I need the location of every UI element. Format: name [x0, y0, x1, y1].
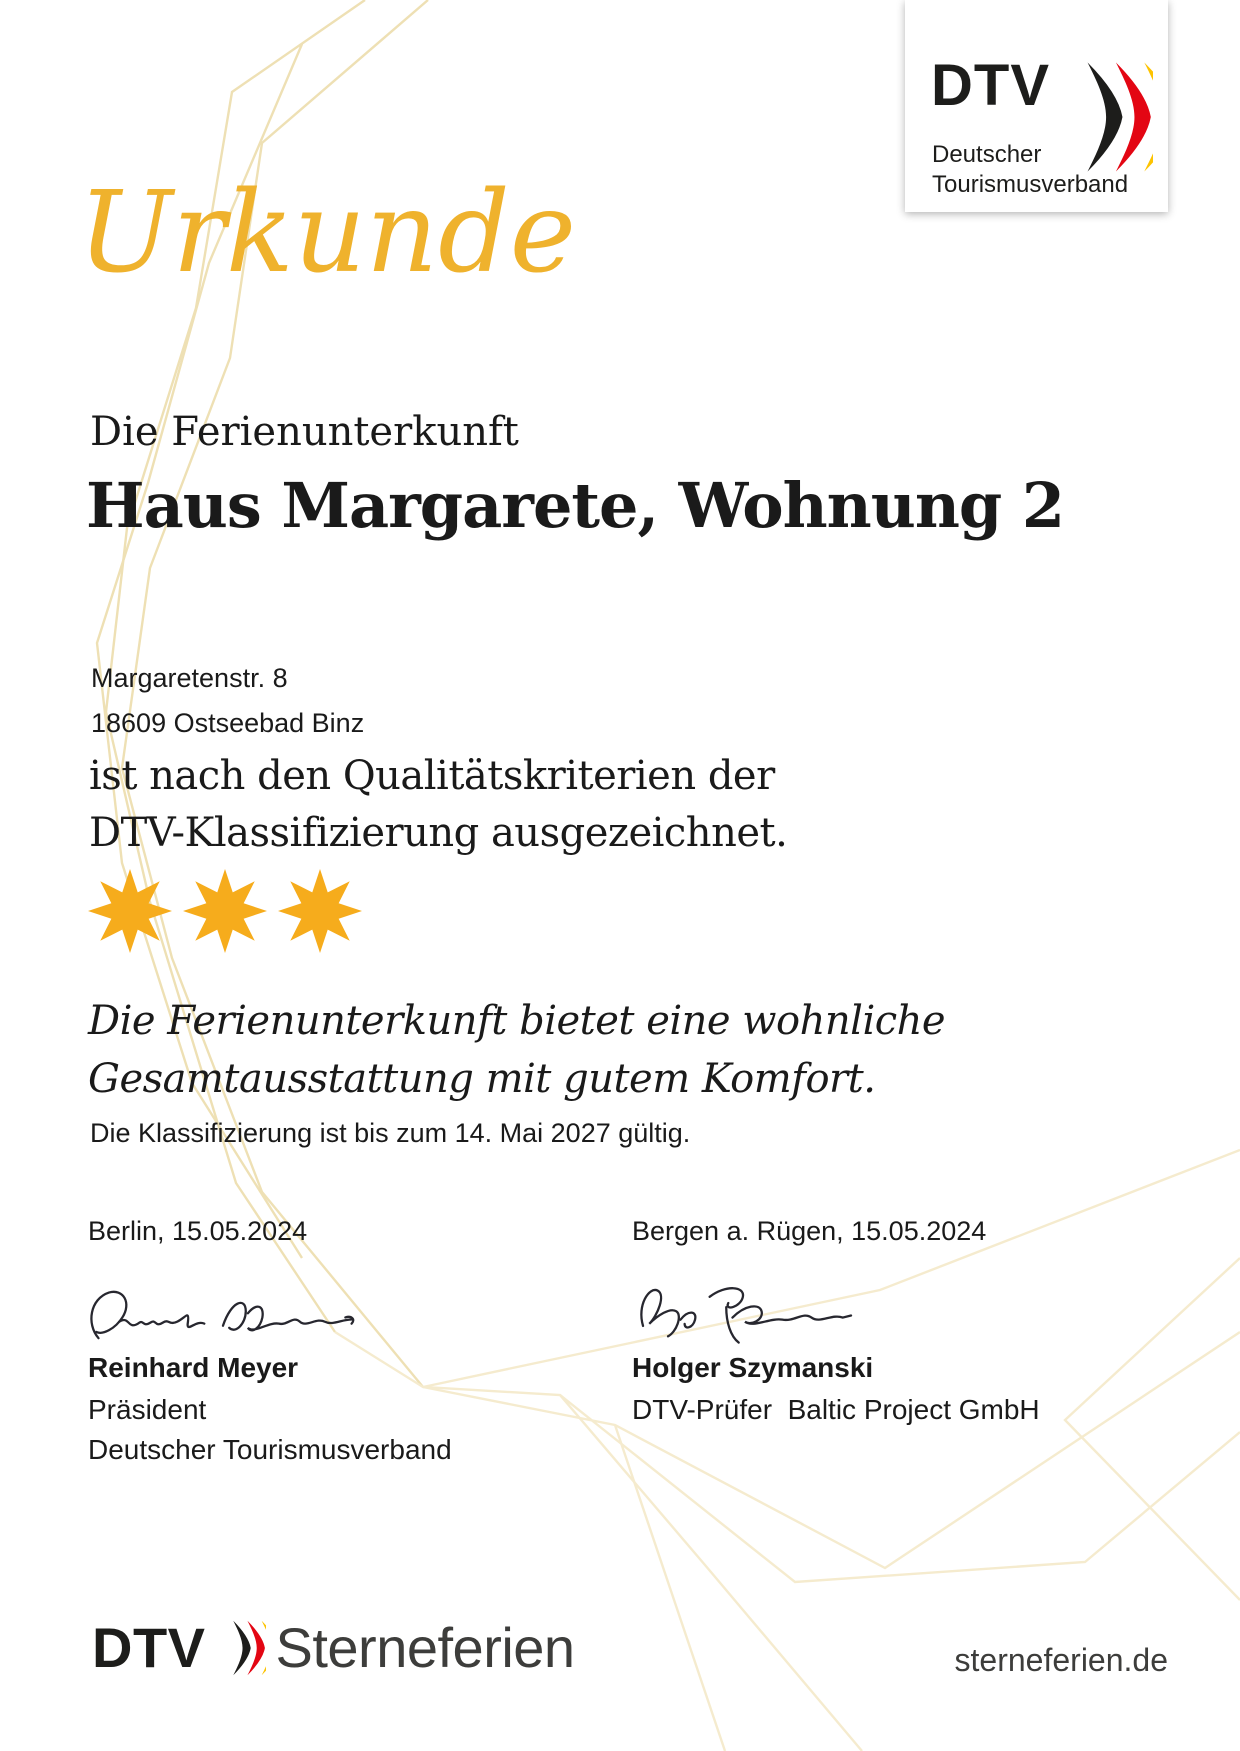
description-line2: Gesamtausstattung mit gutem Komfort.: [88, 1056, 876, 1102]
classification-statement: [89, 748, 787, 862]
statement-line2: DTV-Klassifizierung ausgezeichnet.: [89, 810, 788, 856]
sterneferien-logo-name: Sterneferien: [275, 1615, 575, 1679]
place-date-right: Bergen a. Rügen, 15.05.2024: [632, 1216, 987, 1246]
place-date-left: Berlin, 15.05.2024: [88, 1216, 308, 1246]
sterneferien-logo: [92, 1614, 575, 1680]
dtv-logo-box: [905, 0, 1168, 212]
intro-text: Die Ferienunterkunft: [90, 409, 519, 455]
signer-left-organization: Deutscher Tourismusverband: [88, 1434, 452, 1465]
star-rating: [88, 869, 373, 953]
sterneferien-logo-abbr: DTV: [92, 1615, 206, 1679]
signature-right: [626, 1276, 866, 1354]
dtv-logo-name: [932, 140, 1128, 200]
description-line1: Die Ferienunterkunft bietet eine wohnliche: [88, 998, 946, 1044]
star-icon: [183, 869, 267, 953]
star-icon: [88, 869, 172, 953]
signer-left-title: Präsident: [88, 1394, 207, 1425]
validity-note: Die Klassifizierung ist bis zum 14. Mai 2027 gültig.: [90, 1118, 691, 1148]
property-name: Haus Margarete, Wohnung 2: [86, 469, 1064, 542]
certificate-title: Urkunde: [78, 168, 577, 298]
footer-website: sterneferien.de: [954, 1642, 1168, 1678]
statement-line1: ist nach den Qualitätskriterien der: [89, 753, 775, 799]
star-icon: [278, 869, 362, 953]
address-street: Margaretenstr. 8: [91, 663, 288, 693]
signature-left: [84, 1280, 364, 1358]
sterneferien-chevrons-icon: [218, 1619, 266, 1677]
property-address: [91, 656, 364, 746]
address-city: 18609 Ostseebad Binz: [91, 708, 365, 738]
signer-right-name: Holger Szymanski: [632, 1352, 874, 1383]
classification-description: [88, 992, 945, 1108]
signer-left-name: Reinhard Meyer: [88, 1352, 299, 1383]
dtv-logo-text: DTV: [931, 53, 1050, 118]
dtv-logo-name-line1: Deutscher: [932, 141, 1042, 168]
signer-right-title: DTV-Prüfer Baltic Project GmbH: [632, 1394, 1040, 1425]
dtv-logo-name-line2: Tourismusverband: [932, 171, 1129, 198]
